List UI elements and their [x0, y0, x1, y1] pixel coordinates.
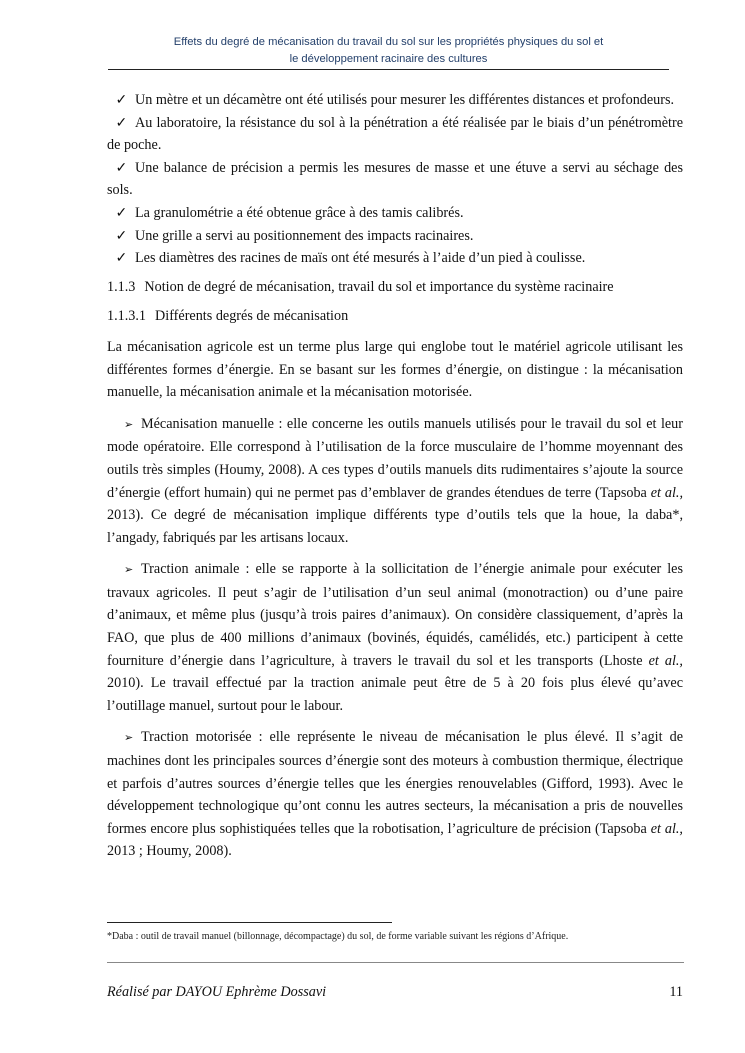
footnote-divider: [107, 922, 392, 923]
checklist-item-text: Les diamètres des racines de maïs ont été mesurés à l’aide d’un pied à coulisse.: [135, 250, 586, 267]
running-header-line-1: Effets du degré de mécanisation du travail du sol sur les propriétés physiques du sol et: [173, 36, 604, 48]
manual-mechanization-paragraph: [107, 413, 683, 550]
footnote: *Daba : outil de travail manuel (billonnage, décompactage) du sol, de forme variable suivant les régions d’Afrique.: [107, 931, 569, 942]
animal-text-2: 2010). Le travail effectué par la traction animale peut être de 5 à 20 fois plus élevé qu’avec l’outillage manuel, surtout pour le labour.: [107, 675, 683, 714]
motorized-text-2: 2013 ; Houmy, 2008).: [107, 843, 232, 860]
checklist-item: [107, 112, 683, 157]
manual-text-1: Mécanisation manuelle : elle concerne les outils manuels utilisés pour le travail du sol et leur mode opératoire. Elle correspond à l’utilisation de la force musculaire de l’homme moyennant des outils très simples (Houmy, 2008). A ces types d’outils manuels dits rudimentaires s’ajoute la source d’énergie (effort humain) qui ne permet pas d’emblaver de grandes étendues de terre (Tapsoba: [107, 415, 683, 501]
animal-traction-paragraph: [107, 558, 683, 717]
header-divider: [108, 69, 669, 70]
section-number: 1.1.3: [107, 278, 136, 295]
checklist-item: [107, 202, 683, 225]
page-number: 11: [669, 984, 683, 1000]
page-body: [107, 89, 683, 863]
arrow-bullet-icon: ➢: [124, 732, 134, 745]
checklist-item-text: Au laboratoire, la résistance du sol à la pénétration a été réalisée par le biais d’un pénétromètre de poche.: [107, 114, 683, 154]
animal-text-1: Traction animale : elle se rapporte à la sollicitation de l’énergie animale pour exécuter les travaux agricoles. Il peut s’agir de l’utilisation d’un seul animal (monotraction) ou d’une paire d’animaux, et même plus (jusqu’à trois paires d’animaux). On considère classiquement, d’après la FAO, que plus de 400 millions d’animaux (bovinés, équidés, camélidés, etc.) participent à cette fourniture d’énergie dans l’agriculture, à travers le travail du sol et les transports (Lhoste: [107, 561, 683, 669]
intro-paragraph: La mécanisation agricole est un terme plus large qui englobe tout le matériel agricole utilisant les différentes formes d’énergie. En se basant sur les formes d’énergie, on distingue : la mécanisation manuelle, la mécanisation animale et la mécanisation motorisée.: [107, 338, 683, 401]
motorized-text-1: Traction motorisée : elle représente le niveau de mécanisation le plus élevé. Il s’agit de machines dont les principales sources d’énergie sont des moteurs à combustion thermique, électrique et parfois d’autres sources d’énergie telles que les énergies renouvelables (Gifford, 1993). Avec le développement technologique qu’ont connu les autres secteurs, la mécanisation a pris de nouvelles formes encore plus sophistiquées telles que la robotisation, l’agriculture de précision (Tapsoba: [107, 729, 683, 837]
running-header-line-2: le développement racinaire des cultures: [289, 53, 488, 65]
arrow-bullet-icon: ➢: [124, 418, 134, 431]
motorized-citation-etal: et al.,: [650, 820, 683, 837]
checkmark-icon: ✓: [115, 204, 128, 221]
checklist-item-text: Une grille a servi au positionnement des impacts racinaires.: [135, 227, 474, 244]
section-title: Notion de degré de mécanisation, travail du sol et importance du système racinaire: [144, 278, 614, 295]
checkmark-icon: ✓: [115, 114, 128, 131]
checklist-item: [107, 89, 683, 112]
footer-author: Réalisé par DAYOU Ephrème Dossavi: [107, 984, 327, 1000]
checklist-item-text: Une balance de précision a permis les mesures de masse et une étuve a servi au séchage des sols.: [107, 159, 683, 199]
checkmark-icon: ✓: [115, 227, 128, 244]
checkmark-icon: ✓: [115, 159, 128, 176]
checkmark-icon: ✓: [115, 92, 128, 108]
manual-text-2: 2013). Ce degré de mécanisation implique différents type d’outils tels que la houe, la daba*, l’angady, fabriqués par les artisans locaux.: [107, 507, 683, 546]
subsection-title: Différents degrés de mécanisation: [155, 308, 349, 325]
checklist-item-text: Un mètre et un décamètre ont été utilisés pour mesurer les différentes distances et profondeurs.: [135, 92, 675, 108]
checkmark-icon: ✓: [115, 250, 128, 267]
checklist-item: [107, 225, 683, 248]
manual-citation-etal: et al.,: [650, 484, 683, 501]
checklist-item: [107, 157, 683, 202]
arrow-bullet-icon: ➢: [124, 564, 134, 577]
materials-checklist: [107, 89, 683, 270]
section-heading: [107, 276, 683, 299]
checklist-item-text: La granulométrie a été obtenue grâce à des tamis calibrés.: [135, 204, 464, 221]
checklist-item: [107, 247, 683, 270]
motorized-traction-paragraph: [107, 726, 683, 863]
subsection-heading: [107, 305, 683, 328]
footer-divider: [107, 962, 684, 963]
running-header: [108, 34, 669, 68]
animal-citation-etal: et al.,: [648, 652, 683, 669]
subsection-number: 1.1.3.1: [107, 308, 147, 325]
